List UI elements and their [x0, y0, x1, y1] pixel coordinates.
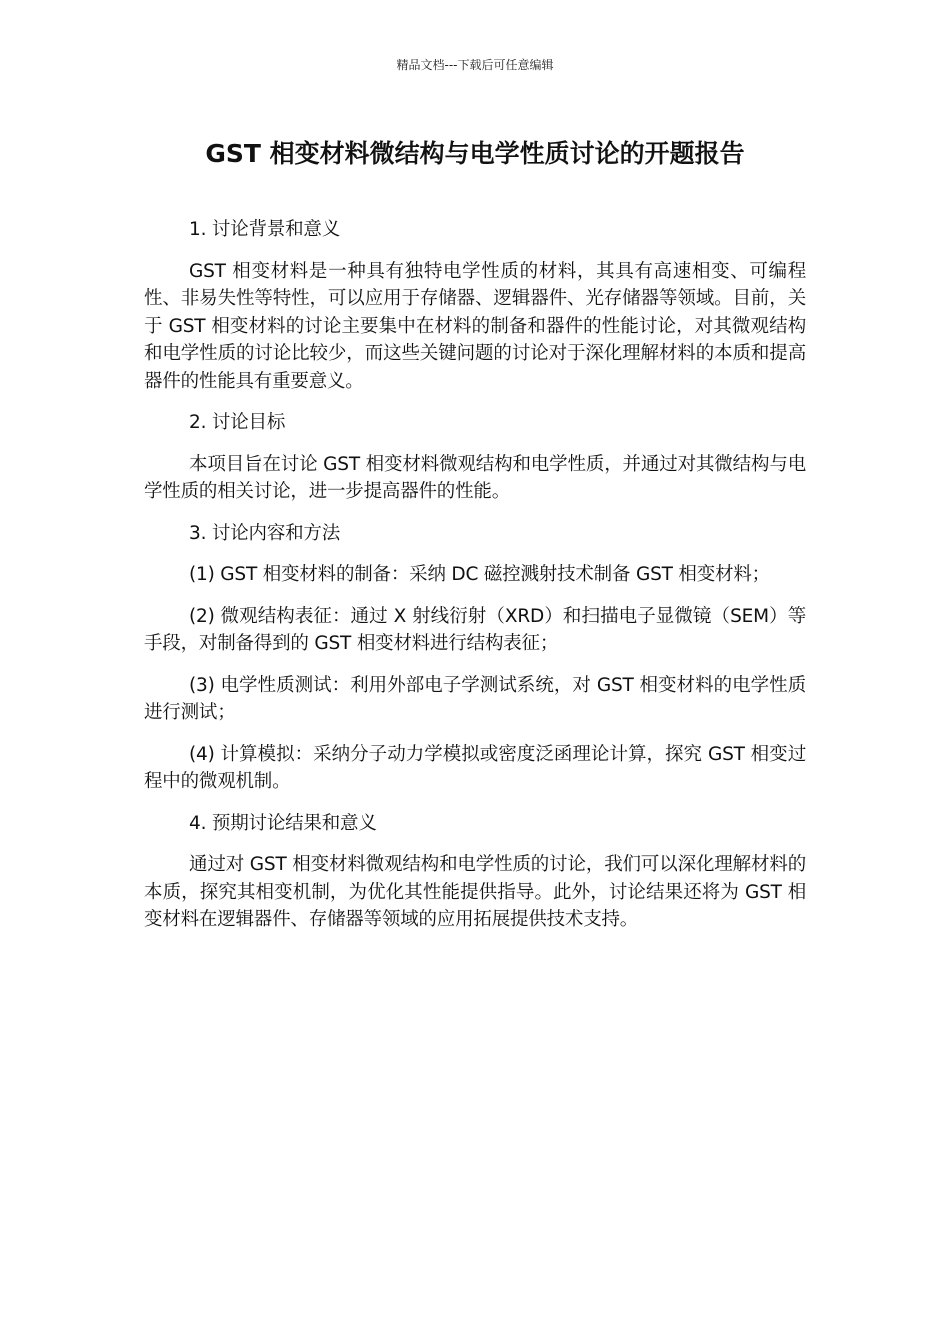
section-2-heading: 2. 讨论目标	[189, 412, 286, 433]
page-header-note: 精品文档---下载后可任意编辑	[396, 58, 554, 72]
document-body	[144, 216, 806, 948]
section-4-paragraph: 通过对 GST 相变材料微观结构和电学性质的讨论，我们可以深化理解材料的本质，探究其相变机制，为优化其性能提供指导。此外，讨论结果还将为 GST 相变材料在逻辑器件、存储器等领域的应用拓展提供技术支持。	[144, 854, 806, 930]
section-1-paragraph: GST 相变材料是一种具有独特电学性质的材料，其具有高速相变、可编程性、非易失性等特性，可以应用于存储器、逻辑器件、光存储器等领域。目前，关于 GST 相变材料的讨论主要集中在材料的制备和器件的性能讨论，对其微观结构和电学性质的讨论比较少，而这些关键问题的讨论对于深化理解材料的本质和提高器件的性能具有重要意义。	[144, 260, 806, 392]
document-title: GST 相变材料微结构与电学性质讨论的开题报告	[205, 139, 745, 168]
section-4-heading: 4. 预期讨论结果和意义	[189, 812, 377, 834]
section-1-heading: 1. 讨论背景和意义	[189, 219, 341, 240]
section-3-item-4: (4) 计算模拟：采纳分子动力学模拟或密度泛函理论计算，探究 GST 相变过程中的微观机制。	[144, 743, 806, 792]
section-3-heading: 3. 讨论内容和方法	[189, 522, 341, 544]
section-2-paragraph: 本项目旨在讨论 GST 相变材料微观结构和电学性质，并通过对其微结构与电学性质的相关讨论，进一步提高器件的性能。	[144, 453, 806, 502]
section-3-item-3: (3) 电学性质测试：利用外部电子学测试系统，对 GST 相变材料的电学性质进行测试；	[144, 674, 806, 723]
section-3-item-2: (2) 微观结构表征：通过 X 射线衍射（XRD）和扫描电子显微镜（SEM）等手段，对制备得到的 GST 相变材料进行结构表征；	[144, 605, 806, 654]
section-3-item-1: (1) GST 相变材料的制备：采纳 DC 磁控溅射技术制备 GST 相变材料；	[189, 564, 770, 585]
